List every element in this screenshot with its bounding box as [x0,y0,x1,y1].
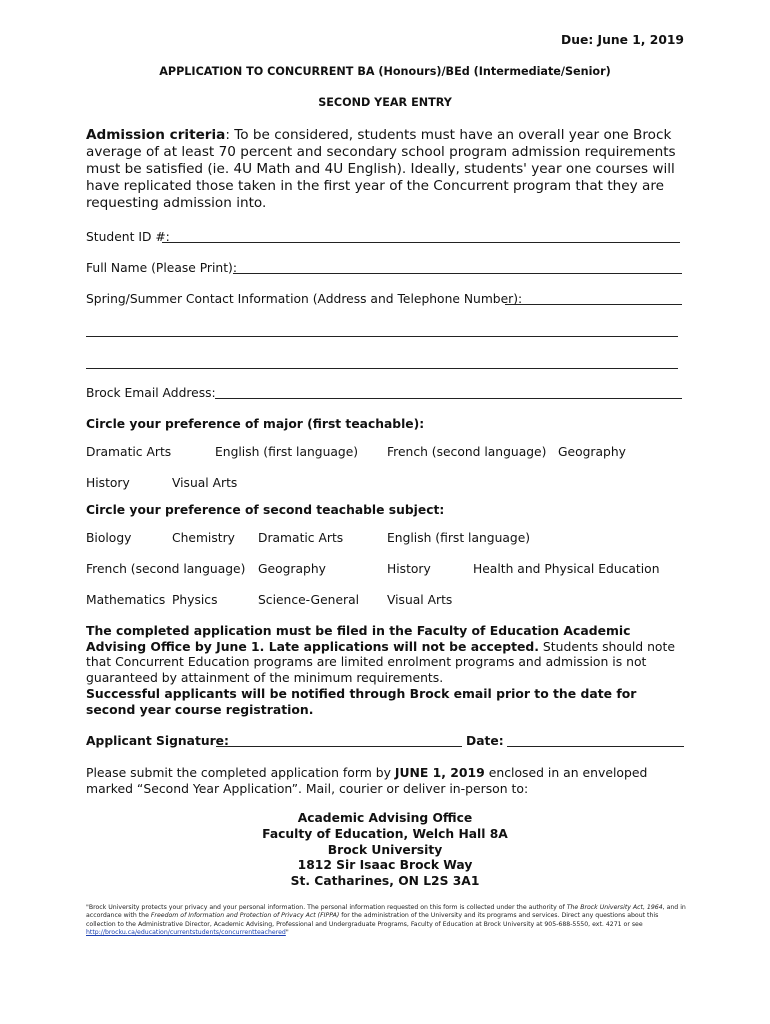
contact-info-line-3[interactable] [86,368,678,369]
submission-post: enclosed in an enveloped marked “Second Year Application”. Mail, courier or deliver in-person to: [86,765,648,796]
second-option-english[interactable]: English (first language) [387,531,531,545]
student-id-field[interactable] [162,242,680,243]
footnote-act-2: Freedom of Information and Protection of Privacy Act (FIPPA) [150,912,340,920]
privacy-footnote [86,904,686,938]
filing-deadline-text: The completed application must be filed in the Faculty of Education Academic Advising Office by June 1. Late applications will not be accepted. [86,623,631,654]
footnote-text-1: "Brock University protects your privacy and your personal information. The personal information requested on this form is collected under the authority of [86,904,567,911]
major-option-history[interactable]: History [86,476,130,490]
signature-label: Applicant Signature: [86,734,229,748]
footnote-text-4: " [285,929,289,937]
page-title: APPLICATION TO CONCURRENT BA (Honours)/BEd (Intermediate/Senior) [159,65,611,78]
address-line-4: 1812 Sir Isaac Brock Way [297,858,473,872]
second-option-dramatic-arts[interactable]: Dramatic Arts [258,531,344,545]
admission-criteria-label: Admission criteria [86,127,226,143]
second-teachable-heading: Circle your preference of second teachable subject: [86,503,445,517]
footnote-text-2: , and in accordance with the [86,904,686,920]
second-option-history[interactable]: History [387,562,431,576]
due-date: Due: June 1, 2019 [561,33,684,47]
address-line-3: Brock University [327,843,443,857]
admission-criteria-text: : To be considered, students must have an overall year one Brock average of at least 70 percent and secondary school program admission requirements must be satisfied (ie. 4U Math and 4U English). Ideally, students' year one courses will have replicated those taken in the first year of the Concurrent program that they are requesting admission into. [86,127,676,211]
email-label: Brock Email Address: [86,386,216,400]
filing-notice [86,623,686,685]
major-heading: Circle your preference of major (first teachable): [86,417,425,431]
email-field[interactable] [215,398,682,399]
submission-date: JUNE 1, 2019 [394,765,485,780]
footnote-link[interactable]: http://brocku.ca/education/currentstudents/concurrentteachered [86,929,286,937]
address-line-1: Academic Advising Office [297,811,473,825]
address-line-5: St. Catharines, ON L2S 3A1 [290,874,480,888]
second-option-physics[interactable]: Physics [172,593,218,607]
admission-criteria [86,127,686,212]
second-option-health-pe[interactable]: Health and Physical Education [473,562,660,576]
major-option-visual-arts[interactable]: Visual Arts [172,476,238,490]
date-field[interactable] [507,746,684,747]
signature-field[interactable] [216,746,462,747]
major-option-geography[interactable]: Geography [558,445,626,459]
second-option-biology[interactable]: Biology [86,531,132,545]
second-option-visual-arts[interactable]: Visual Arts [387,593,453,607]
contact-info-line-2[interactable] [86,336,678,337]
page-subtitle: SECOND YEAR ENTRY [318,96,452,109]
footnote-text-3: for the administration of the University and its programs and services. Direct any questions about this collection to the Administrative Director, Academic Advising, Professional and Undergraduate Programs, Faculty of Education at Brock University at 905-688-5550, ext. 4271 or see [86,912,659,928]
second-option-french[interactable]: French (second language) [86,562,246,576]
major-option-french[interactable]: French (second language) [387,445,547,459]
student-id-label: Student ID #: [86,230,170,244]
full-name-field[interactable] [233,273,682,274]
submission-instructions [86,765,686,796]
major-option-dramatic-arts[interactable]: Dramatic Arts [86,445,172,459]
submission-pre: Please submit the completed application form by [86,765,395,780]
second-option-mathematics[interactable]: Mathematics [86,593,166,607]
contact-info-label: Spring/Summer Contact Information (Address and Telephone Number): [86,292,523,306]
notification-notice: Successful applicants will be notified through Brock email prior to the date for second year course registration. [86,686,637,717]
contact-info-field[interactable] [505,304,682,305]
second-option-science-general[interactable]: Science-General [258,593,360,607]
date-label: Date: [466,734,504,748]
second-option-geography[interactable]: Geography [258,562,326,576]
second-option-chemistry[interactable]: Chemistry [172,531,235,545]
major-option-english[interactable]: English (first language) [215,445,359,459]
enrolment-note: Students should note that Concurrent Education programs are limited enrolment programs and admission is not guaranteed by attainment of the minimum requirements. [86,638,675,685]
full-name-label: Full Name (Please Print): [86,261,237,275]
address-line-2: Faculty of Education, Welch Hall 8A [262,827,508,841]
footnote-act-1: The Brock University Act, 1964 [566,904,663,911]
